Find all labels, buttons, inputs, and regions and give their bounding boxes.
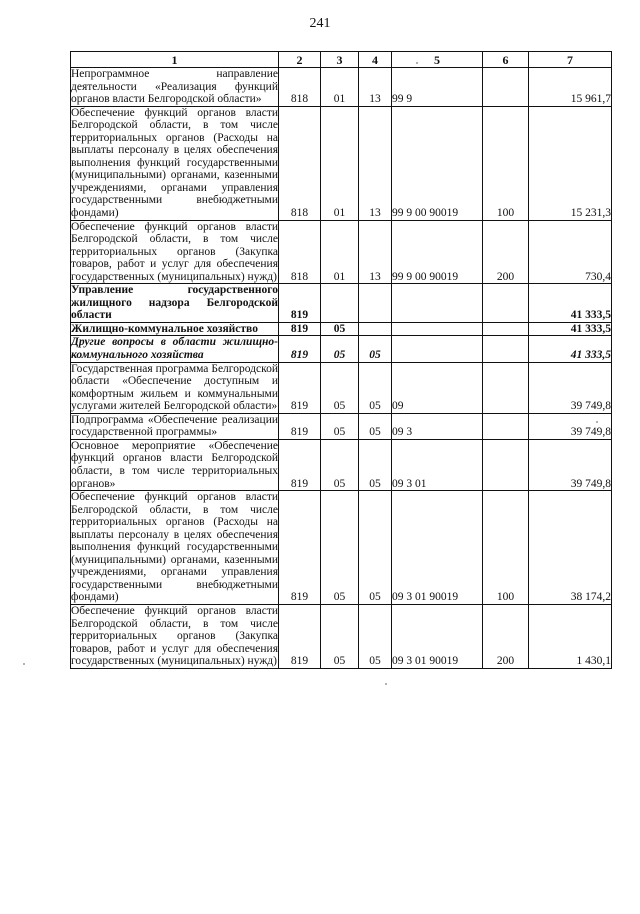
- col-header-gr: 2: [279, 52, 321, 68]
- row-rz: 05: [321, 439, 359, 490]
- header-row: [71, 52, 612, 68]
- budget-table: [70, 51, 612, 669]
- row-gr: 818: [279, 106, 321, 220]
- table-row: [71, 106, 612, 220]
- table-row: [71, 68, 612, 107]
- scan-speck: [385, 683, 387, 685]
- row-name: Обеспечение функций органов власти Белгородской области, в том числе территориальных органов (Закупка товаров, работ и услуг для обеспечения государственных (муниципальных) нужд): [71, 220, 278, 283]
- row-vr: 200: [483, 604, 529, 668]
- row-pr: 05: [359, 439, 392, 490]
- row-rz: [321, 284, 359, 323]
- scan-speck: [23, 663, 25, 665]
- row-rz: 05: [321, 322, 359, 336]
- row-gr: 818: [279, 68, 321, 107]
- row-gr: 819: [279, 491, 321, 605]
- row-csr: 09 3: [392, 413, 483, 439]
- table-row: [71, 362, 612, 413]
- table-row: [71, 413, 612, 439]
- table-row: [71, 439, 612, 490]
- row-gr: 819: [279, 284, 321, 323]
- table-row-subsection: [71, 336, 612, 362]
- page-number: 241: [309, 16, 331, 31]
- row-rz: 05: [321, 362, 359, 413]
- table-row-department: [71, 284, 612, 323]
- row-csr: 09 3 01: [392, 439, 483, 490]
- row-pr: 05: [359, 491, 392, 605]
- row-csr: 09 3 01 90019: [392, 604, 483, 668]
- row-pr: 05: [359, 336, 392, 362]
- scan-speck: [416, 62, 418, 64]
- row-rz: 05: [321, 604, 359, 668]
- row-gr: 819: [279, 322, 321, 336]
- row-sum: 41 333,5: [529, 336, 612, 362]
- row-gr: 819: [279, 439, 321, 490]
- row-pr: [359, 322, 392, 336]
- row-gr: 819: [279, 336, 321, 362]
- col-header-csr: 5: [392, 52, 483, 68]
- row-gr: 819: [279, 604, 321, 668]
- row-csr: 09: [392, 362, 483, 413]
- row-name: Другие вопросы в области жилищно-коммунального хозяйства: [71, 336, 278, 362]
- row-pr: 13: [359, 106, 392, 220]
- row-vr: [483, 362, 529, 413]
- row-gr: 819: [279, 362, 321, 413]
- table-row: [71, 220, 612, 284]
- row-vr: [483, 336, 529, 362]
- row-sum: 38 174,2: [529, 491, 612, 605]
- scan-speck: [596, 421, 598, 423]
- row-name: Непрограммное направление деятельности «Реализация функций органов власти Белгородской области»: [71, 68, 278, 106]
- row-csr: 99 9: [392, 68, 483, 107]
- row-rz: 01: [321, 68, 359, 107]
- col-header-vr: 6: [483, 52, 529, 68]
- row-sum: 39 749,8: [529, 413, 612, 439]
- row-sum: 39 749,8: [529, 439, 612, 490]
- row-csr: 99 9 00 90019: [392, 106, 483, 220]
- row-vr: [483, 284, 529, 323]
- row-pr: 13: [359, 68, 392, 107]
- row-vr: [483, 68, 529, 107]
- row-csr: [392, 322, 483, 336]
- row-gr: 819: [279, 413, 321, 439]
- row-vr: [483, 413, 529, 439]
- row-rz: 05: [321, 491, 359, 605]
- row-name: Обеспечение функций органов власти Белгородской области, в том числе территориальных органов (Закупка товаров, работ и услуг для обеспечения государственных (муниципальных) нужд): [71, 604, 278, 668]
- row-name: Государственная программа Белгородской области «Обеспечение доступным и комфортным жильем и коммунальными услугами жителей Белгородской области»: [71, 362, 278, 413]
- row-pr: 13: [359, 220, 392, 284]
- row-vr: [483, 322, 529, 336]
- row-rz: 01: [321, 220, 359, 284]
- row-name: Обеспечение функций органов власти Белгородской области, в том числе территориальных органов (Расходы на выплаты персоналу в целях обеспечения выполнения функций государственными (муниципальными) органами, казенными учреждениями, органами управления государственными внебюджетными фондами): [71, 106, 278, 220]
- row-csr: 09 3 01 90019: [392, 491, 483, 605]
- row-pr: 05: [359, 604, 392, 668]
- table-row-section: [71, 322, 612, 336]
- row-csr: [392, 336, 483, 362]
- row-name: Жилищно-коммунальное хозяйство: [71, 322, 279, 336]
- row-pr: 05: [359, 413, 392, 439]
- row-gr: 818: [279, 220, 321, 284]
- row-name: Подпрограмма «Обеспечение реализации государственной программы»: [71, 413, 278, 439]
- row-vr: 100: [483, 491, 529, 605]
- row-sum: 41 333,5: [529, 322, 612, 336]
- row-rz: 05: [321, 336, 359, 362]
- row-rz: 05: [321, 413, 359, 439]
- row-csr: [392, 284, 483, 323]
- row-pr: [359, 284, 392, 323]
- row-vr: 100: [483, 106, 529, 220]
- table-row: [71, 604, 612, 668]
- row-sum: 39 749,8: [529, 362, 612, 413]
- row-vr: 200: [483, 220, 529, 284]
- row-rz: 01: [321, 106, 359, 220]
- row-csr: 99 9 00 90019: [392, 220, 483, 284]
- row-sum: 730,4: [529, 220, 612, 284]
- row-name: Основное мероприятие «Обеспечение функций органов власти Белгородской области, в том числе территориальных органов»: [71, 439, 278, 490]
- row-vr: [483, 439, 529, 490]
- row-pr: 05: [359, 362, 392, 413]
- col-header-name: 1: [71, 52, 279, 68]
- row-sum: 15 961,7: [529, 68, 612, 107]
- table-row: [71, 491, 612, 605]
- row-sum: 1 430,1: [529, 604, 612, 668]
- row-name: Управление государственного жилищного надзора Белгородской области: [71, 284, 278, 322]
- col-header-pr: 4: [359, 52, 392, 68]
- row-name: Обеспечение функций органов власти Белгородской области, в том числе территориальных органов (Расходы на выплаты персоналу в целях обеспечения выполнения функций государственными (муниципальными) органами, казенными учреждениями, органами управления государственными внебюджетными фондами): [71, 491, 278, 604]
- row-sum: 41 333,5: [529, 284, 612, 323]
- row-sum: 15 231,3: [529, 106, 612, 220]
- col-header-sum: 7: [529, 52, 612, 68]
- col-header-rz: 3: [321, 52, 359, 68]
